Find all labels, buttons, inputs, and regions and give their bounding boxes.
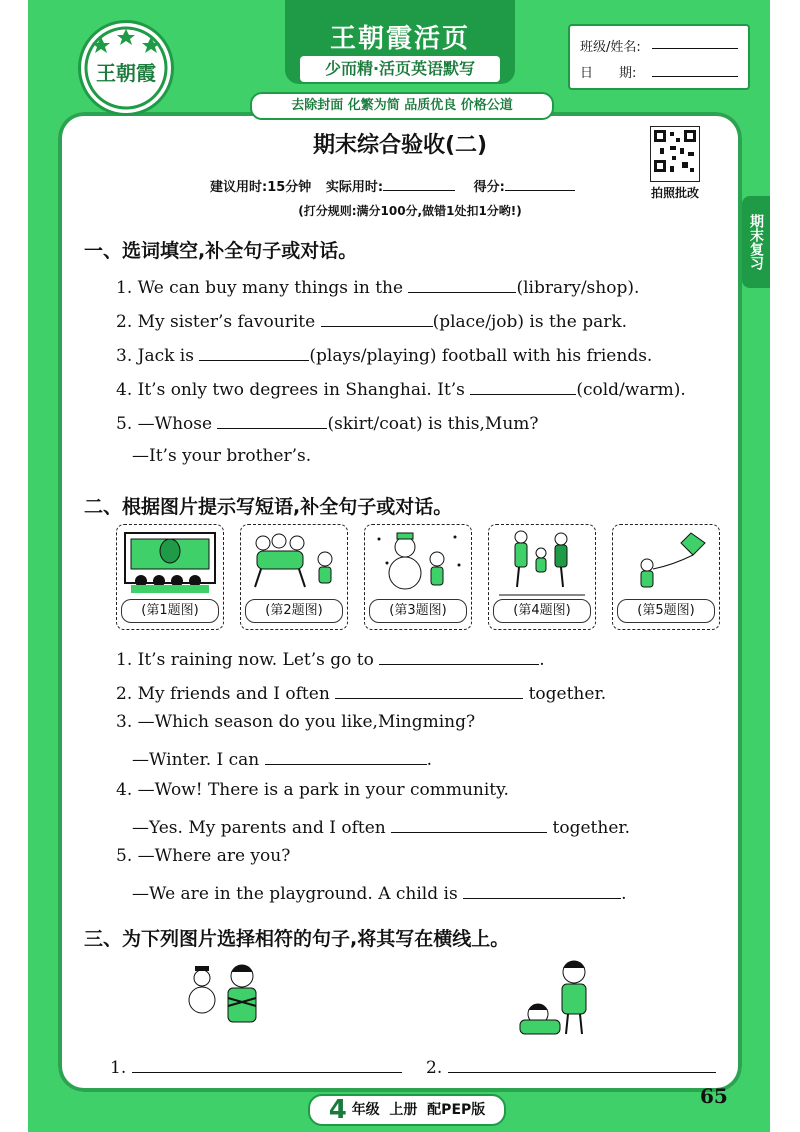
picture-fallen-child (516, 952, 616, 1042)
family-walking-icon (489, 525, 595, 601)
s1-item-4: 4. It’s only two degrees in Shanghai. It’s (cold/warm). (116, 376, 686, 400)
actual-time-field[interactable] (383, 172, 455, 191)
logo-text: 王朝霞 (96, 61, 156, 85)
s1-blank-2[interactable] (321, 308, 433, 327)
snowman-icon (365, 525, 471, 601)
s2-item-5: 5. —Where are you? (116, 846, 291, 866)
section2-heading: 二、根据图片提示写短语,补全句子或对话。 (84, 496, 453, 518)
s1-blank-3[interactable] (199, 342, 309, 361)
s1-blank-1[interactable] (408, 274, 516, 293)
name-field[interactable] (652, 48, 738, 49)
s1-blank-4[interactable] (470, 376, 576, 395)
s3-answer-1: 1. (110, 1054, 402, 1078)
helping-child-icon (516, 952, 616, 1042)
grade-footer (308, 1094, 506, 1126)
s2-blank-4[interactable] (391, 814, 547, 833)
s3-blank-1[interactable] (132, 1054, 402, 1073)
s2-item-1: 1. It’s raining now. Let’s go to . (116, 646, 545, 670)
children-playing-icon (241, 525, 347, 601)
page-number: 65 (700, 1084, 728, 1108)
name-label: 班级/姓名: (580, 40, 641, 55)
qr-code[interactable] (650, 126, 700, 182)
s2-blank-3[interactable] (265, 746, 427, 765)
s2-item-3-reply: —Winter. I can . (132, 746, 432, 770)
cinema-icon (117, 525, 223, 601)
grade-text: 年级 上册 配PEP版 (351, 1102, 486, 1118)
s3-answer-2: 2. (426, 1054, 716, 1078)
s3-blank-2[interactable] (448, 1054, 716, 1073)
picture-4-family-walk (488, 524, 596, 630)
s2-blank-1[interactable] (379, 646, 539, 665)
picture-1-cinema (116, 524, 224, 630)
slogan-bar: 去除封面 化繁为简 品质优良 价格公道 (250, 92, 554, 120)
cold-boy-snowman-icon (178, 952, 278, 1034)
picture-1-label: (第1题图) (121, 599, 219, 623)
section3-heading: 三、为下列图片选择相符的句子,将其写在横线上。 (84, 928, 510, 950)
s1-blank-5[interactable] (217, 410, 327, 429)
score-field[interactable] (505, 172, 575, 191)
s1-item-3: 3. Jack is (plays/playing) football with his friends. (116, 342, 652, 366)
brand-title: 王朝霞活页 (329, 24, 470, 54)
exam-meta (210, 172, 610, 195)
scoring-rule: (打分规则:满分100分,做错1处扣1分哟!) (298, 204, 522, 218)
date-field[interactable] (652, 76, 738, 77)
picture-cold-boy (178, 952, 278, 1034)
date-label: 日 期: (580, 66, 637, 81)
score-label: 得分: (473, 180, 505, 195)
picture-3-label: (第3题图) (369, 599, 467, 623)
suggested-time: 建议用时:15分钟 (210, 180, 312, 195)
brand-subtitle: 少而精·活页英语默写 (300, 56, 500, 82)
s2-blank-5[interactable] (463, 880, 621, 899)
picture-5-label: (第5题图) (617, 599, 715, 623)
s1-item-2: 2. My sister’s favourite (place/job) is the park. (116, 308, 627, 332)
picture-2-label: (第2题图) (245, 599, 343, 623)
s2-blank-2[interactable] (335, 680, 523, 699)
qr-caption: 拍照批改 (650, 186, 699, 200)
section1-heading: 一、选词填空,补全句子或对话。 (84, 240, 358, 262)
s1-item-5-answer: —It’s your brother’s. (132, 446, 312, 466)
exam-title: 期末综合验收(二) (312, 133, 488, 158)
student-info-box (568, 24, 750, 90)
qr-code-icon (651, 127, 699, 181)
s2-item-5-reply: —We are in the playground. A child is . (132, 880, 627, 904)
picture-5-kite (612, 524, 720, 630)
grade-number: 4 (328, 1095, 347, 1125)
picture-2-running (240, 524, 348, 630)
picture-4-label: (第4题图) (493, 599, 591, 623)
picture-3-snowman (364, 524, 472, 630)
s2-item-4: 4. —Wow! There is a park in your community. (116, 780, 509, 800)
s1-item-1: 1. We can buy many things in the (library/shop). (116, 274, 639, 298)
kite-flying-icon (613, 525, 719, 601)
brand-logo (78, 20, 174, 116)
s1-item-5: 5. —Whose (skirt/coat) is this,Mum? (116, 410, 539, 434)
side-tab-review: 期末复习 (742, 196, 770, 288)
actual-time-label: 实际用时: (325, 180, 384, 195)
s2-item-4-reply: —Yes. My parents and I often together. (132, 814, 630, 838)
s2-item-3: 3. —Which season do you like,Mingming? (116, 712, 476, 732)
s2-item-2: 2. My friends and I often together. (116, 680, 606, 704)
